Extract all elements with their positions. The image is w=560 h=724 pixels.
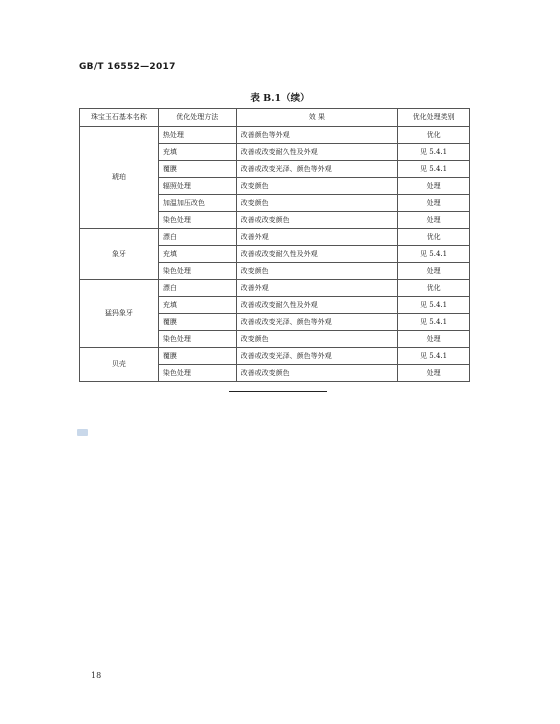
category-cell: 处理	[398, 178, 470, 195]
method-cell: 热处理	[158, 127, 236, 144]
effect-cell: 改善或改变耐久性及外观	[236, 144, 398, 161]
method-cell: 染色处理	[158, 365, 236, 382]
effect-cell: 改变颜色	[236, 263, 398, 280]
method-cell: 漂白	[158, 280, 236, 297]
treatment-table	[79, 108, 470, 382]
table-title: 表 B.1（续）	[250, 93, 310, 104]
table-row	[80, 229, 470, 246]
category-cell: 处理	[398, 331, 470, 348]
table-body	[80, 127, 470, 382]
method-cell: 染色处理	[158, 212, 236, 229]
standard-code: GB/T 16552—2017	[79, 62, 176, 72]
method-cell: 覆膜	[158, 314, 236, 331]
gem-name-cell: 象牙	[80, 229, 159, 280]
method-cell: 染色处理	[158, 331, 236, 348]
category-cell: 处理	[398, 263, 470, 280]
method-cell: 覆膜	[158, 348, 236, 365]
effect-cell: 改善颜色等外观	[236, 127, 398, 144]
method-cell: 覆膜	[158, 161, 236, 178]
effect-cell: 改善或改变光泽、颜色等外观	[236, 348, 398, 365]
column-header-effect: 效 果	[236, 109, 398, 127]
gem-name-cell: 贝壳	[80, 348, 159, 382]
effect-cell: 改善或改变光泽、颜色等外观	[236, 161, 398, 178]
end-of-table-rule	[229, 391, 327, 392]
gem-name-cell: 琥珀	[80, 127, 159, 229]
scan-mark	[77, 429, 88, 436]
effect-cell: 改善外观	[236, 280, 398, 297]
category-cell: 见 5.4.1	[398, 144, 470, 161]
effect-cell: 改善或改变耐久性及外观	[236, 246, 398, 263]
effect-cell: 改善外观	[236, 229, 398, 246]
method-cell: 染色处理	[158, 263, 236, 280]
table-row	[80, 348, 470, 365]
category-cell: 处理	[398, 365, 470, 382]
method-cell: 加温加压改色	[158, 195, 236, 212]
table-row	[80, 127, 470, 144]
page-number: 18	[91, 671, 102, 680]
column-header-name: 珠宝玉石基本名称	[80, 109, 159, 127]
category-cell: 见 5.4.1	[398, 161, 470, 178]
column-header-category: 优化处理类别	[398, 109, 470, 127]
effect-cell: 改变颜色	[236, 331, 398, 348]
effect-cell: 改变颜色	[236, 178, 398, 195]
category-cell: 见 5.4.1	[398, 297, 470, 314]
method-cell: 充填	[158, 144, 236, 161]
gem-name-cell: 猛犸象牙	[80, 280, 159, 348]
effect-cell: 改变颜色	[236, 195, 398, 212]
effect-cell: 改善或改变颜色	[236, 365, 398, 382]
category-cell: 优化	[398, 229, 470, 246]
effect-cell: 改善或改变颜色	[236, 212, 398, 229]
column-header-method: 优化处理方法	[158, 109, 236, 127]
category-cell: 处理	[398, 195, 470, 212]
category-cell: 优化	[398, 127, 470, 144]
method-cell: 漂白	[158, 229, 236, 246]
table-row	[80, 280, 470, 297]
category-cell: 见 5.4.1	[398, 348, 470, 365]
effect-cell: 改善或改变耐久性及外观	[236, 297, 398, 314]
category-cell: 处理	[398, 212, 470, 229]
category-cell: 优化	[398, 280, 470, 297]
method-cell: 充填	[158, 246, 236, 263]
method-cell: 辐照处理	[158, 178, 236, 195]
category-cell: 见 5.4.1	[398, 246, 470, 263]
table-header-row	[80, 109, 470, 127]
category-cell: 见 5.4.1	[398, 314, 470, 331]
effect-cell: 改善或改变光泽、颜色等外观	[236, 314, 398, 331]
method-cell: 充填	[158, 297, 236, 314]
